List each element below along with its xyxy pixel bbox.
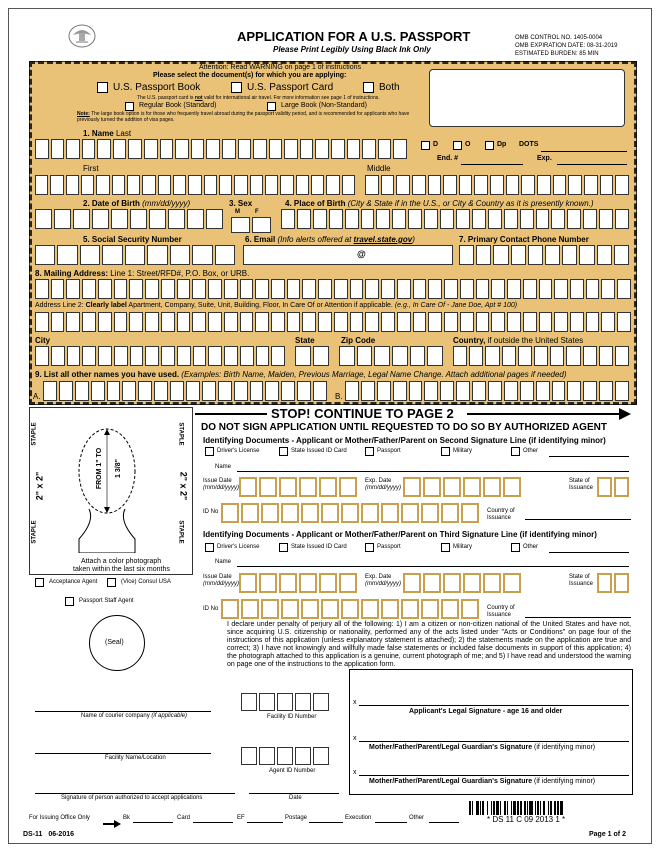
ident2-military-label: Military [453, 544, 472, 550]
large-book-note: Note: The large book option is for those who frequently travel abroad during the passport validity period, and is recommended for applicants who have previously turned the addition of visa pages. [77, 111, 410, 123]
applicant-signature-line[interactable] [359, 705, 629, 706]
omb-control: OMB CONTROL NO. 1405-0004 [515, 35, 603, 41]
ident1-idno-cells[interactable] [221, 503, 481, 523]
middle-name-cells[interactable] [365, 175, 629, 195]
issuing-office-label: For Issuing Office Only [29, 815, 90, 821]
first-name-label: First [83, 164, 99, 173]
courier-label: Name of courier company (if applicable) [81, 713, 188, 719]
phone-cells[interactable] [459, 245, 629, 265]
parent1-sign-x: x [353, 735, 357, 742]
stop-subtitle: DO NOT SIGN APPLICATION UNTIL REQUESTED TO DO SO BY AUTHORIZED AGENT [201, 422, 607, 433]
email-at-symbol: @ [357, 249, 366, 259]
sex-cells[interactable] [231, 217, 271, 233]
passport-application-page [8, 8, 652, 844]
ident2-drivers-checkbox[interactable] [205, 543, 214, 552]
ident2-country-label: Country of Issuance [487, 605, 515, 618]
ident2-state-label: State of Issuance [569, 574, 594, 587]
ident2-idno-cells[interactable] [221, 599, 481, 619]
ident2-exp-cells[interactable] [403, 573, 523, 593]
photo-size-right: 2" x 2" [178, 471, 189, 501]
arrow-right-icon [103, 815, 121, 823]
ident1-idno-label: ID No [203, 509, 219, 515]
ident1-military-label: Military [453, 448, 472, 454]
estimated-burden: ESTIMATED BURDEN: 85 MIN [515, 51, 599, 57]
zip-label: Zip Code [341, 336, 376, 345]
facility-id-cells[interactable] [241, 693, 329, 711]
office-dp-label: Dp [497, 141, 507, 148]
other-name-a-label: A. [33, 392, 41, 401]
attention-note: Attention: Read WARNING on page 1 of instructions [199, 64, 361, 71]
ident2-military-checkbox[interactable] [441, 543, 450, 552]
mailing-address-label: 8. Mailing Address: Line 1: Street/RFD#, P.O. Box, or URB. [35, 269, 250, 278]
card-label: Card [177, 815, 191, 821]
middle-name-label: Middle [367, 164, 391, 173]
seal-label: (Seal) [105, 639, 124, 646]
both-label: Both [379, 82, 400, 93]
postage-label: Postage [285, 815, 308, 821]
address-line1-cells[interactable] [35, 279, 631, 299]
parent1-signature-line[interactable] [359, 741, 629, 742]
parent2-signature-line[interactable] [359, 775, 629, 776]
facility-label: Facility Name/Location [105, 755, 166, 761]
parent2-sign-x: x [353, 769, 357, 776]
execution-label: Execution [345, 815, 372, 821]
barcode-icon [469, 801, 625, 815]
photo-dim-from: FROM 1" TO [96, 447, 104, 490]
ident1-drivers-label: Driver's License [217, 448, 260, 454]
photo-size-left: 2" x 2" [34, 471, 45, 501]
ident1-exp-cells[interactable] [403, 477, 523, 497]
office-end-label: End. # [437, 155, 459, 162]
ident1-passport-checkbox[interactable] [365, 447, 374, 456]
ident1-exp-label: Exp. Date (mm/dd/yyyy) [365, 478, 401, 491]
dob-label: 2. Date of Birth (mm/dd/yyyy) [83, 199, 191, 208]
page-subtitle: Please Print Legibly Using Black Ink Only [273, 45, 431, 54]
other-fee-label: Other [409, 815, 425, 821]
ident1-military-checkbox[interactable] [441, 447, 450, 456]
office-use-box [429, 69, 625, 127]
acceptance-agent-checkbox[interactable] [35, 578, 44, 587]
city-cells[interactable] [35, 346, 285, 366]
ident1-country-line[interactable] [525, 519, 631, 520]
ident-docs-title-1: Identifying Documents - Applicant or Mother/Father/Parent on Second Signature Line (if identifying minor) [203, 436, 606, 445]
office-dots-label: DOTS [519, 141, 539, 148]
ident2-country-line[interactable] [525, 617, 631, 618]
parent2-signature-label: Mother/Father/Parent/Legal Guardian's Signature (if identifying minor) [369, 778, 596, 785]
staple-top-left: STAPLE [31, 422, 38, 446]
omb-expiration: OMB EXPIRATION DATE: 08-31-2019 [515, 43, 618, 49]
regular-book-label: Regular Book (Standard) [139, 102, 217, 109]
applicant-sign-x: x [353, 699, 357, 706]
name-label: 1. Name Last [83, 129, 132, 138]
card-note: The U.S. passport card is not valid for international air travel. For more information see page 1 of instructions. [137, 95, 380, 101]
agent-id-cells[interactable] [241, 747, 329, 765]
office-o-checkbox[interactable] [453, 141, 462, 150]
ident-docs-title-2: Identifying Documents - Applicant or Mother/Father/Parent on Third Signature Line (if identifying minor) [203, 530, 597, 539]
ident2-name-label: Name [215, 559, 232, 565]
page-number: Page 1 of 2 [589, 831, 626, 838]
last-name-cells[interactable] [35, 139, 407, 159]
ident1-stateid-label: State Issued ID Card [291, 448, 347, 454]
signature-box [349, 669, 633, 795]
office-dp-checkbox[interactable] [485, 141, 494, 150]
ident2-state-cells[interactable] [597, 573, 631, 593]
ident1-state-label: State of Issuance [569, 478, 594, 491]
office-d-checkbox[interactable] [421, 141, 430, 150]
doc-select-prompt: Please select the document(s) for which you are applying: [153, 72, 347, 79]
consul-checkbox[interactable] [107, 578, 116, 587]
stop-title: STOP! CONTINUE TO PAGE 2 [271, 406, 454, 421]
page-title: APPLICATION FOR A U.S. PASSPORT [237, 29, 471, 44]
email-input[interactable] [243, 245, 453, 265]
staff-agent-label: Passport Staff Agent [79, 598, 134, 604]
city-label: City [35, 336, 51, 345]
country-label: Country, if outside the United States [453, 336, 584, 345]
passport-book-label: U.S. Passport Book [113, 82, 201, 93]
ident2-passport-label: Passport [377, 544, 401, 550]
facility-line[interactable] [35, 753, 211, 754]
ident2-drivers-label: Driver's License [217, 544, 260, 550]
first-name-cells[interactable] [35, 175, 355, 195]
authorized-signature-line[interactable] [35, 793, 235, 794]
other-name-b-label: B. [335, 392, 343, 401]
large-book-checkbox[interactable] [267, 102, 276, 111]
sex-f-label: F [255, 209, 259, 215]
ident2-name-line[interactable] [237, 566, 629, 567]
regular-book-checkbox[interactable] [125, 102, 134, 111]
ident2-idno-label: ID No [203, 606, 219, 612]
office-d-label: D [433, 141, 439, 148]
ident1-drivers-checkbox[interactable] [205, 447, 214, 456]
photo-dim-to: 1 3/8" [114, 459, 122, 478]
office-exp-label: Exp. [537, 155, 552, 162]
ident2-issue-cells[interactable] [239, 573, 359, 593]
barcode-text: * DS 11 C 09 2013 1 * [487, 815, 566, 824]
ident1-state-cells[interactable] [597, 477, 631, 497]
sex-label: 3. Sex [229, 199, 253, 208]
ident1-country-label: Country of Issuance [487, 508, 515, 521]
us-seal-icon [67, 23, 97, 49]
dob-cells[interactable] [35, 209, 223, 229]
both-checkbox[interactable] [363, 82, 374, 93]
other-name-a-cells[interactable] [43, 381, 327, 401]
ident1-name-line[interactable] [237, 471, 629, 472]
ident2-issue-label: Issue Date (mm/dd/yyyy) [203, 574, 239, 587]
address-line2-label: Address Line 2: Clearly label Apartment, Company, Suite, Unit, Building, Floor, In Care Of or Attention if applicable. (e.g., In Care Of - Jane Doe, Apt # 100) [35, 302, 518, 309]
other-names-label: 9. List all other names you have used. (Examples: Birth Name, Maiden, Previous Marriage, Legal Name Change. Attach additional pages if needed) [35, 370, 567, 379]
ident1-other-checkbox[interactable] [511, 447, 520, 456]
address-line2-cells[interactable] [35, 312, 631, 332]
ident1-passport-label: Passport [377, 448, 401, 454]
date-line[interactable] [249, 793, 339, 794]
ef-label: EF [237, 815, 245, 821]
ssn-cells[interactable] [35, 245, 235, 265]
office-o-label: O [465, 141, 471, 148]
facility-id-label: Facility ID Number [267, 714, 317, 720]
ident2-passport-checkbox[interactable] [365, 543, 374, 552]
state-cells[interactable] [295, 346, 329, 366]
ident1-issue-label: Issue Date (mm/dd/yyyy) [203, 478, 239, 491]
authorized-signature-label: Signature of person authorized to accept applications [61, 795, 203, 801]
zip-cells[interactable] [339, 346, 443, 366]
ssn-label: 5. Social Security Number [83, 235, 182, 244]
photo-caption-2: taken within the last six months [73, 566, 170, 573]
staple-top-right: STAPLE [177, 422, 184, 446]
agent-id-label: Agent ID Number [269, 768, 316, 774]
ident1-issue-cells[interactable] [239, 477, 359, 497]
ident2-other-label: Other [523, 544, 539, 550]
acceptance-agent-label: Acceptance Agent [49, 579, 98, 585]
country-cells[interactable] [453, 346, 629, 366]
ident2-exp-label: Exp. Date (mm/dd/yyyy) [365, 574, 401, 587]
passport-card-label: U.S. Passport Card [247, 82, 334, 93]
ident1-other-label: Other [523, 448, 539, 454]
pob-cells[interactable] [281, 209, 629, 229]
large-book-label: Large Book (Non-Standard) [281, 102, 367, 109]
consul-label: (Vice) Consul USA [121, 579, 171, 585]
ident1-name-label: Name [215, 464, 232, 470]
ident2-stateid-checkbox[interactable] [279, 543, 288, 552]
parent1-signature-label: Mother/Father/Parent/Legal Guardian's Signature (if identifying minor) [369, 744, 596, 751]
bk-label: Bk [123, 815, 131, 821]
state-label: State [295, 336, 315, 345]
passport-card-checkbox[interactable] [231, 82, 242, 93]
staple-bottom-left: STAPLE [31, 520, 38, 544]
pob-label: 4. Place of Birth (City & State if in the U.S., or City & Country as it is presently known.) [285, 199, 594, 208]
passport-book-checkbox[interactable] [97, 82, 108, 93]
phone-label: 7. Primary Contact Phone Number [459, 235, 589, 244]
declaration-text: I declare under penalty of perjury all of the following: 1) I am a citizen or non-citizen national of the United States and have not, since acquiring U.S. citizenship or nationality, performed any of the acts listed under "Acts or Conditions" on page four of the instructions of this application (unless explanatory statement is attached); 2) the statements made on the application are true and correct; 3) I have not knowingly and willfully made false statements or included false documents in support of this application; 4) the photograph attached to this application is a genuine, current photograph of me; and 5) I have read and understood the warning on page one of the instructions to the application form. [227, 621, 631, 668]
photo-caption-1: Attach a color photograph [81, 558, 162, 565]
staple-bottom-right: STAPLE [177, 520, 184, 544]
date-label: Date [289, 795, 302, 801]
ident2-stateid-label: State Issued ID Card [291, 544, 347, 550]
other-name-b-cells[interactable] [345, 381, 629, 401]
courier-line[interactable] [35, 711, 211, 712]
staff-agent-checkbox[interactable] [65, 597, 74, 606]
form-number: DS-11 06-2016 [23, 831, 75, 838]
email-label: 6. Email (Info alerts offered at travel.state.gov) [245, 235, 415, 244]
ident2-other-checkbox[interactable] [511, 543, 520, 552]
photo-head-outline [67, 421, 147, 553]
sex-m-label: M [235, 209, 240, 215]
applicant-signature-label: Applicant's Legal Signature - age 16 and older [409, 708, 563, 715]
ident1-stateid-checkbox[interactable] [279, 447, 288, 456]
